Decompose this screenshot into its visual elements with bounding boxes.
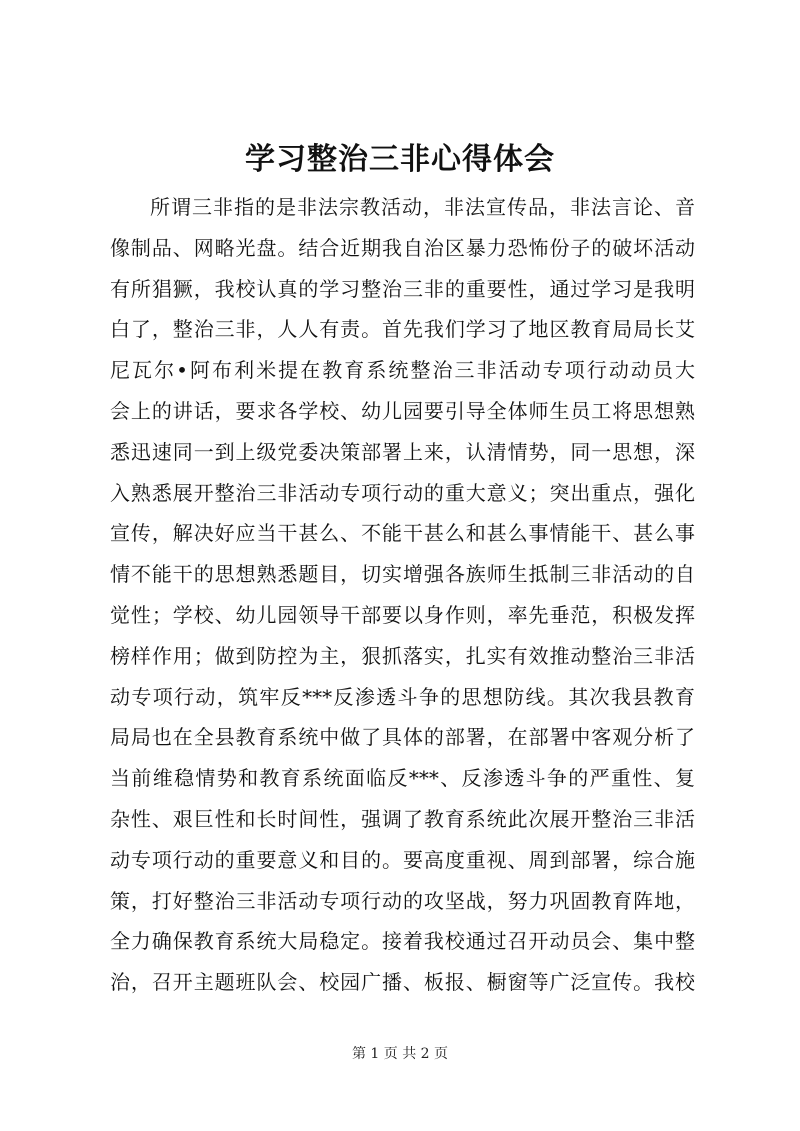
body-line: 全力确保教育系统大局稳定。接着我校通过召开动员会、集中整 <box>110 929 695 954</box>
document-title: 学习整治三非心得体会 <box>245 142 555 177</box>
document-body <box>110 187 695 1003</box>
body-line: 入熟悉展开整治三非活动专项行动的重大意义；突出重点，强化 <box>110 480 695 505</box>
body-line: 策，打好整治三非活动专项行动的攻坚战，努力巩固教育阵地， <box>110 888 695 913</box>
page-footer: 第 1 页 共 2 页 <box>351 1046 449 1062</box>
body-line: 会上的讲话，要求各学校、幼儿园要引导全体师生员工将思想熟 <box>110 398 695 423</box>
body-line: 榜样作用；做到防控为主，狠抓落实，扎实有效推动整治三非活 <box>110 643 695 668</box>
body-line: 局局也在全县教育系统中做了具体的部署，在部署中客观分析了 <box>110 725 695 750</box>
body-line: 动专项行动，筑牢反***反渗透斗争的思想防线。其次我县教育 <box>110 684 695 709</box>
body-line: 白了，整治三非，人人有责。首先我们学习了地区教育局局长艾 <box>110 317 695 342</box>
body-line: 觉性；学校、幼儿园领导干部要以身作则，率先垂范，积极发挥 <box>110 602 695 627</box>
body-line: 悉迅速同一到上级党委决策部署上来，认清情势，同一思想，深 <box>110 439 695 464</box>
body-line: 像制品、网略光盘。结合近期我自治区暴力恐怖份子的破坏活动 <box>110 235 695 260</box>
body-line: 有所猖獗，我校认真的学习整治三非的重要性，通过学习是我明 <box>110 276 695 301</box>
body-line: 当前维稳情势和教育系统面临反***、反渗透斗争的严重性、复 <box>110 766 695 791</box>
body-line: 宣传，解决好应当干甚么、不能干甚么和甚么事情能干、甚么事 <box>110 521 695 546</box>
body-line: 尼瓦尔•阿布利米提在教育系统整治三非活动专项行动动员大 <box>110 358 695 383</box>
body-line: 所谓三非指的是非法宗教活动，非法宣传品，非法言论、音 <box>150 195 695 219</box>
body-line: 动专项行动的重要意义和目的。要高度重视、周到部署，综合施 <box>110 847 695 872</box>
body-line: 情不能干的思想熟悉题目，切实增强各族师生抵制三非活动的自 <box>110 562 695 587</box>
body-line: 杂性、艰巨性和长时间性，强调了教育系统此次展开整治三非活 <box>110 806 695 831</box>
body-line: 治，召开主题班队会、校园广播、板报、橱窗等广泛宣传。我校 <box>110 970 695 995</box>
